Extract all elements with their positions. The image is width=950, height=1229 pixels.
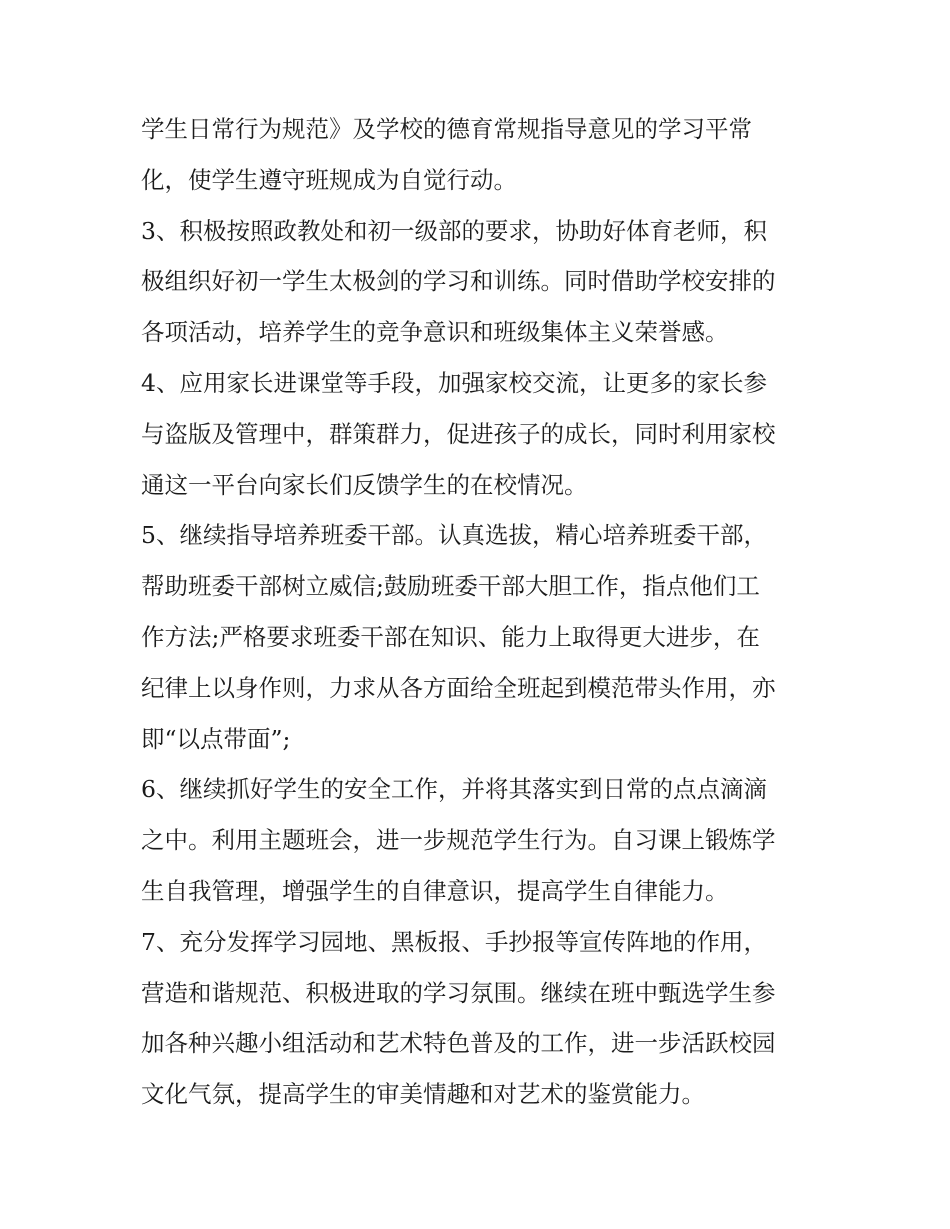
text-line: 4、应用家长进课堂等手段，加强家校交流，让更多的家长参 bbox=[141, 368, 767, 397]
text-line: 营造和谐规范、积极进取的学习氛围。继续在班中甄选学生参 bbox=[141, 978, 776, 1007]
text-line: 各项活动，培养学生的竞争意识和班级集体主义荣誉感。 bbox=[141, 318, 729, 347]
text-line: 6、继续抓好学生的安全工作，并将其落实到日常的点点滴滴 bbox=[141, 775, 767, 804]
text-line: 即“以点带面”; bbox=[141, 724, 291, 753]
text-line: 通这一平台向家长们反馈学生的在校情况。 bbox=[141, 470, 588, 499]
text-line: 纪律上以身作则，力求从各方面给全班起到模范带头作用，亦 bbox=[141, 673, 776, 702]
text-line: 7、充分发挥学习园地、黑板报、手抄报等宣传阵地的作用， bbox=[141, 927, 767, 956]
body-text bbox=[141, 104, 831, 1120]
text-line: 作方法;严格要求班委干部在知识、能力上取得更大进步，在 bbox=[141, 622, 760, 651]
text-line: 化，使学生遵守班规成为自觉行动。 bbox=[141, 165, 517, 194]
text-line: 5、继续指导培养班委干部。认真选拔，精心培养班委干部， bbox=[141, 521, 767, 550]
text-line: 之中。利用主题班会，进一步规范学生行为。自习课上锻炼学 bbox=[141, 826, 776, 855]
text-line: 文化气氛，提高学生的审美情趣和对艺术的鉴赏能力。 bbox=[141, 1080, 705, 1109]
text-line: 3、积极按照政教处和初一级部的要求，协助好体育老师，积 bbox=[141, 216, 767, 245]
text-line: 极组织好初一学生太极剑的学习和训练。同时借助学校安排的 bbox=[141, 267, 776, 296]
text-line: 学生日常行为规范》及学校的德育常规指导意见的学习平常 bbox=[141, 115, 752, 143]
text-line: 加各种兴趣小组活动和艺术特色普及的工作，进一步活跃校园 bbox=[141, 1029, 776, 1058]
text-line: 生自我管理，增强学生的自律意识，提高学生自律能力。 bbox=[141, 876, 729, 905]
text-line: 与盗版及管理中，群策群力，促进孩子的成长，同时利用家校 bbox=[141, 419, 776, 448]
text-line: 帮助班委干部树立威信;鼓励班委干部大胆工作，指点他们工 bbox=[141, 572, 760, 601]
